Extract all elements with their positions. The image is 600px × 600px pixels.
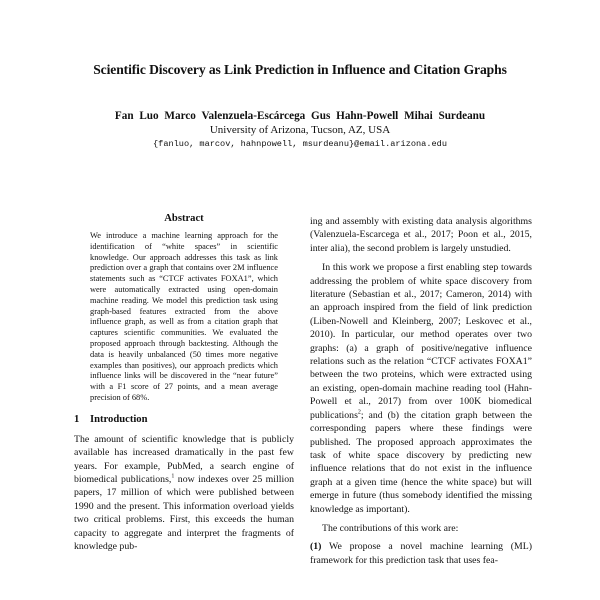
continued-paragraph: ing and assembly with existing data analysis algorithms (Valenzuela-Escarcega et al., 2017; Poon et al., 2015, inter alia), the second problem is largely unstudied. xyxy=(310,216,532,254)
contributions-intro: The contributions of this work are: xyxy=(322,522,459,534)
author-emails: {fanluo, marcov, hahnpowell, msurdeanu}@email.arizona.edu xyxy=(153,139,447,149)
contribution-number: (1) xyxy=(310,541,322,553)
left-column xyxy=(74,213,294,553)
abstract-text: We introduce a machine learning approach for the identification of “white spaces” in scientific knowledge. Our approach addresses this task as link prediction over a graph that contains over 2M influence statements such as “CTCF activates FOXA1”, which were automatically extracted using open-domain machine reading. We model this prediction task using graph-based features extracted from the above influence graph, as well as from a citation graph that captures scientific communities. We evaluated the proposed approach through backtesting. Although the data is heavily unbalanced (50 times more negative examples than positives), our approach predicts which influence links will be discovered in the “near future” with a F1 score of 27 points, and a mean average precision of 68%. xyxy=(90,231,278,402)
approach-paragraph xyxy=(310,261,532,516)
section-heading-introduction xyxy=(74,414,294,425)
approach-text-part1: In this work we propose a first enabling step towards addressing the problem of white space discovery from literature (Sebastian et al., 2017; Cameron, 2014) with an approach inspired from the field of link prediction (Liben-Nowell and Kleinberg, 2007; Leskovec et al., 2010). In particular, our method operates over two graphs: (a) a graph of positive/negative influence relations such as the relation “CTCF activates FOXA1” between the two proteins, which were extracted using an existing, open-domain machine reading tool (Hahn-Powell et al., 2017) from over 100K biomedical publications xyxy=(310,262,532,421)
author-list: Fan Luo Marco Valenzuela-Escárcega Gus Hahn-Powell Mihai Surdeanu xyxy=(114,110,486,122)
intro-text-part1: The amount of scientific knowledge that is publicly available has increased dramatically in the past few years. For example, PubMed, a search engine of biomedical publications, xyxy=(74,433,294,485)
section-number: 1 xyxy=(74,413,80,425)
affiliation: University of Arizona, Tucson, AZ, USA xyxy=(209,124,391,136)
approach-text-part2: ; and (b) the citation graph between the corresponding papers where these findings were published. The proposed approach approximates the task of white space discovery by predicting new influence relations that do not exist in the influence graph at a given time (hence the white space) but will emerge in future (thus somebody identified the missing knowledge as important). xyxy=(310,409,532,515)
section-title: Introduction xyxy=(90,413,148,425)
abstract-heading: Abstract xyxy=(164,213,204,224)
footnote-marker: 2 xyxy=(357,409,361,416)
footnote-marker: 1 xyxy=(171,473,175,480)
introduction-paragraph xyxy=(74,433,294,554)
intro-text-part2: now indexes over 25 million papers, 17 million of which were published between 1990 and the present. This information overload yields two critical problems. First, this exceeds the human capacity to aggregate and interpret the fragments of knowledge pub- xyxy=(74,473,294,552)
contribution-item-1 xyxy=(310,540,532,567)
paper-title: Scientific Discovery as Link Prediction in Influence and Citation Graphs xyxy=(93,62,507,77)
right-column xyxy=(310,215,532,567)
contribution-text: We propose a novel machine learning (ML) framework for this prediction task that uses fea- xyxy=(310,541,532,566)
